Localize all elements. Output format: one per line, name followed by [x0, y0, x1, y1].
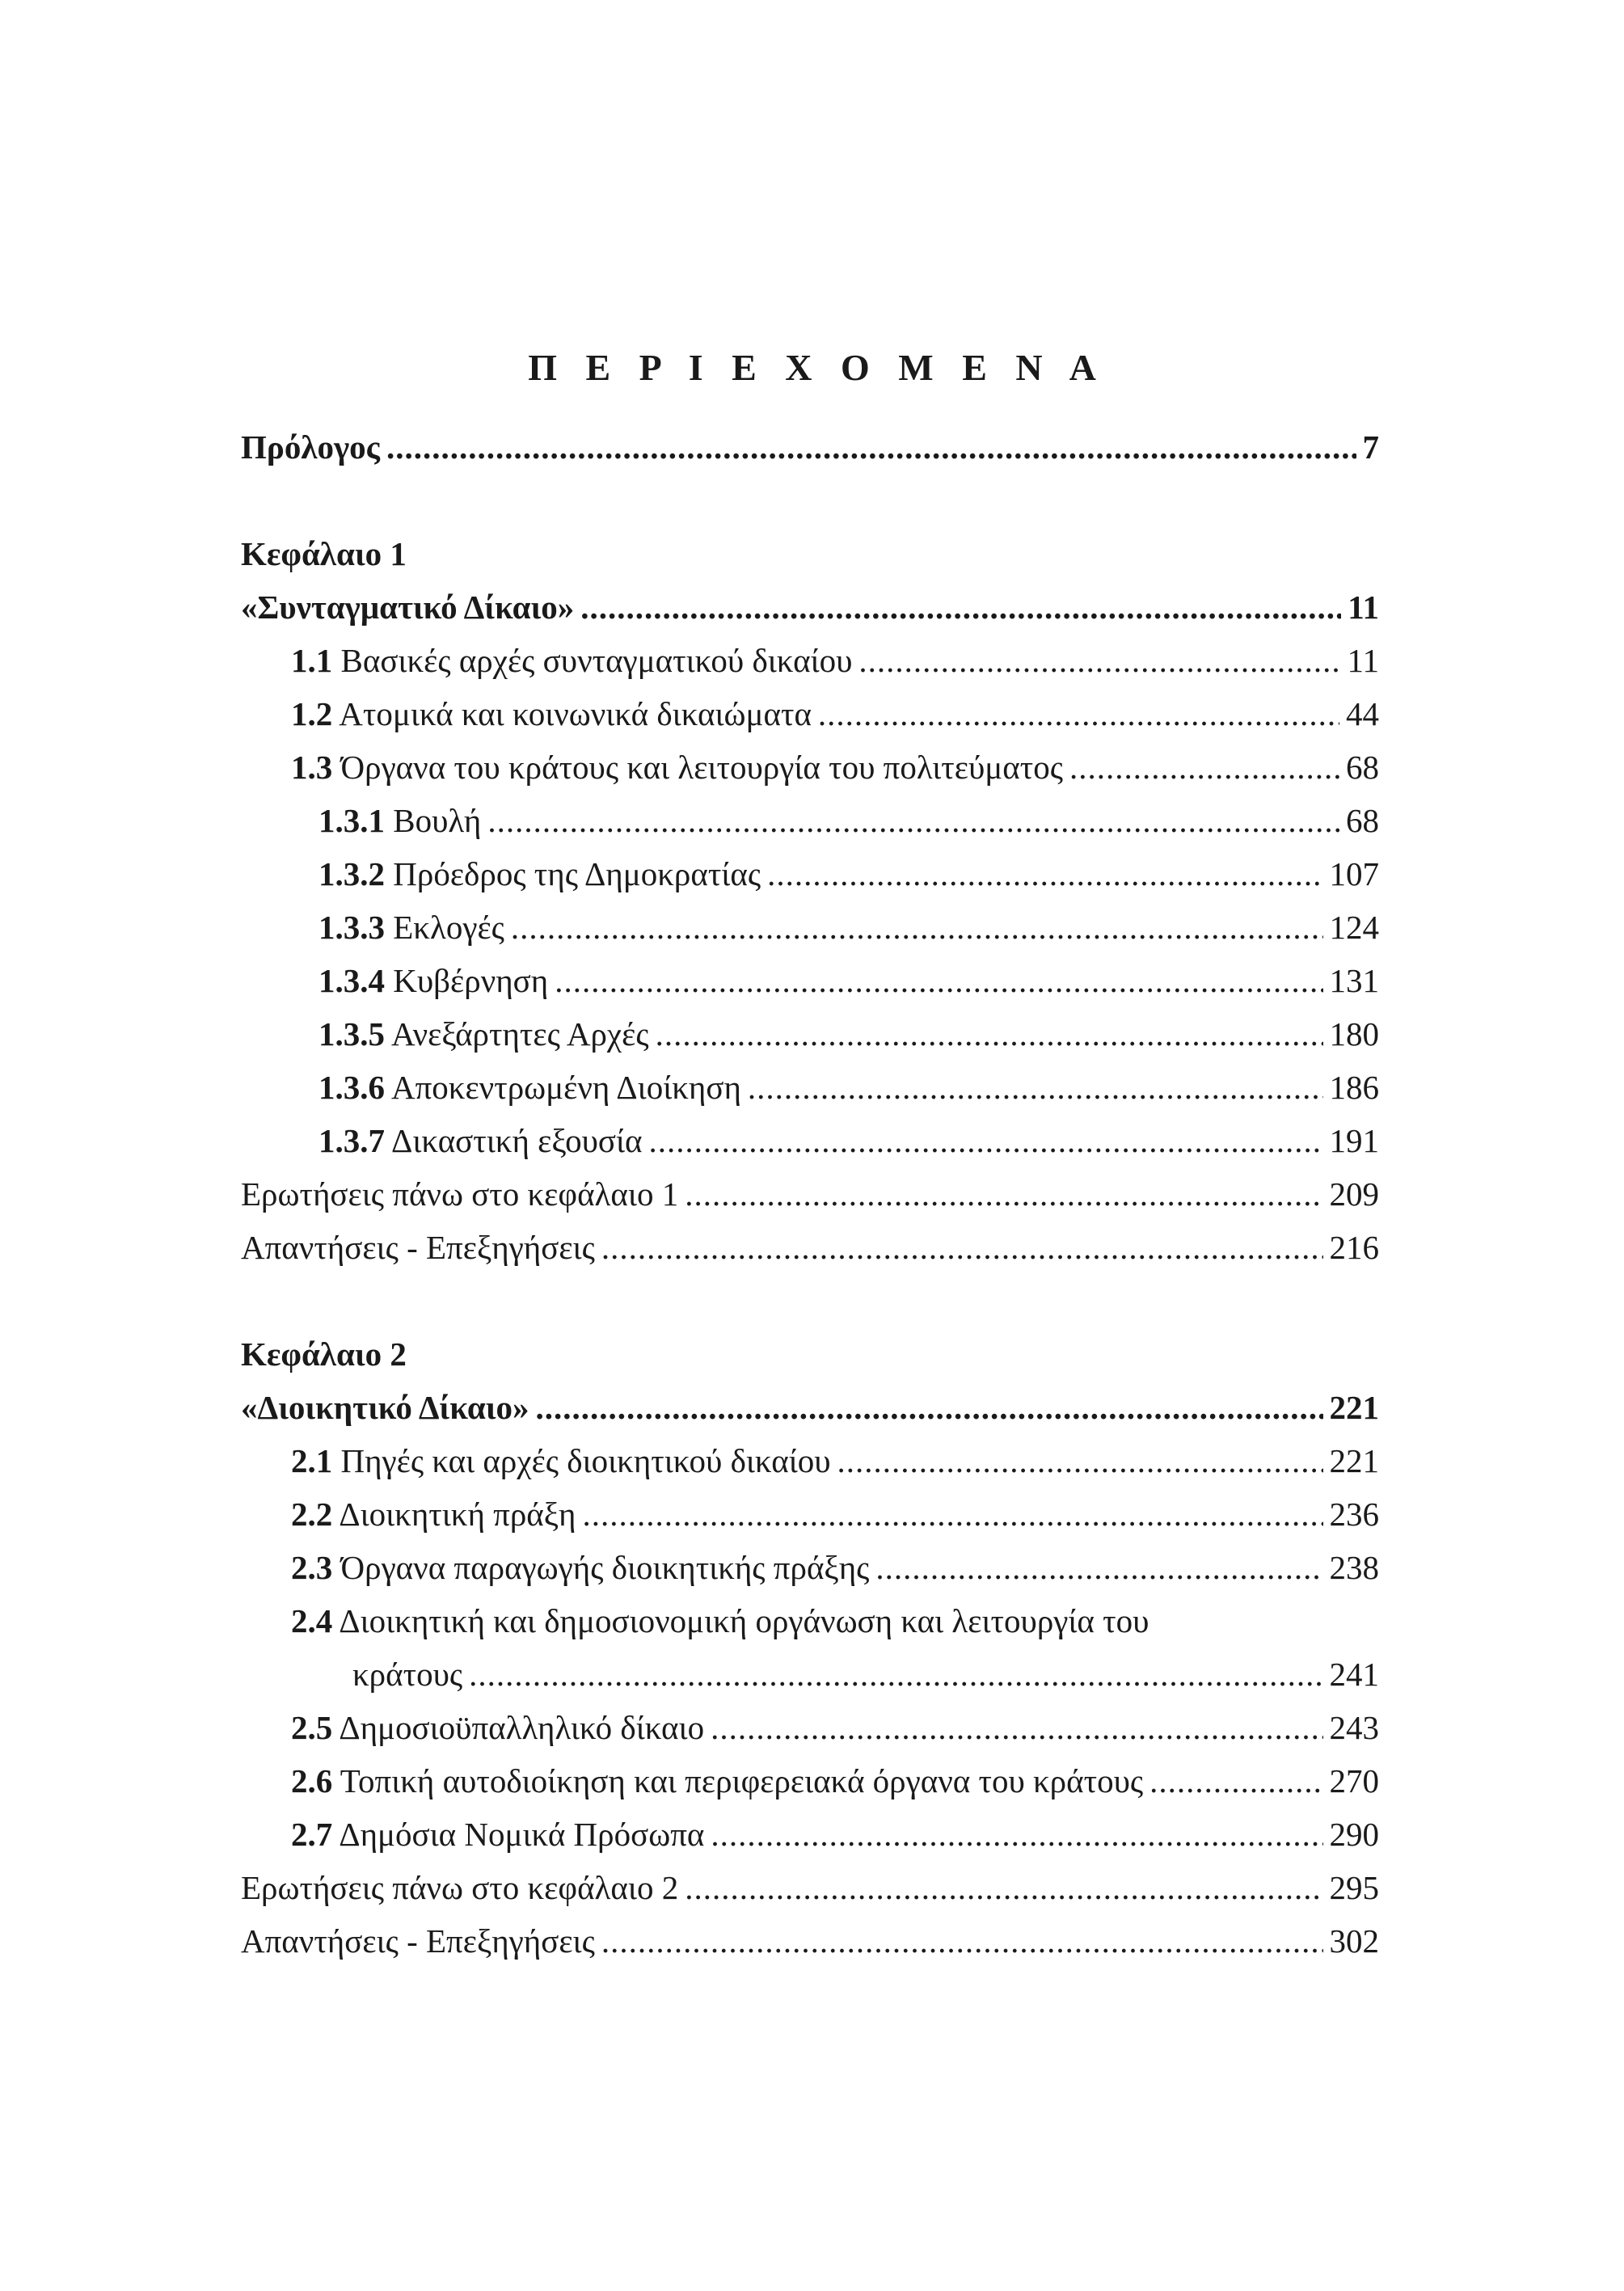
toc-label: Δημόσια Νομικά Πρόσωπα [339, 1816, 705, 1853]
dot-leader [580, 591, 1341, 632]
dot-leader [1149, 1765, 1322, 1806]
dot-leader [875, 1551, 1322, 1593]
toc-entry[interactable] [241, 1539, 1379, 1593]
toc-label: Βασικές αρχές συνταγματικού δικαίου [340, 642, 853, 679]
toc-label: Εκλογές [393, 909, 504, 946]
toc-entry[interactable] [241, 686, 1379, 739]
toc-label: «Διοικητικό Δίκαιο» [241, 1389, 529, 1426]
toc-entry[interactable] [241, 1006, 1379, 1059]
toc-entry-questions-1[interactable] [241, 1166, 1379, 1219]
toc-label: Βουλή [393, 802, 482, 839]
toc-label: Αποκεντρωμένη Διοίκηση [391, 1069, 741, 1106]
toc-label: Κεφάλαιο 2 [241, 1335, 407, 1373]
toc-entry-chapter-1[interactable] [241, 579, 1379, 632]
toc-page-number: 302 [1329, 1922, 1379, 1960]
toc-label: «Συνταγματικό Δίκαιο» [241, 589, 575, 626]
section-number: 1.3.6 [318, 1069, 385, 1106]
toc-entry-continuation[interactable] [241, 1646, 1379, 1699]
dot-leader [711, 1818, 1322, 1859]
toc-page-number: 180 [1329, 1015, 1379, 1053]
toc-entry[interactable] [241, 632, 1379, 686]
toc-label: Δημοσιοϋπαλληλικό δίκαιο [339, 1709, 705, 1746]
dot-leader [386, 431, 1356, 472]
dot-leader [601, 1231, 1323, 1272]
page-title: Π Ε Ρ Ι Ε Χ Ο Μ Ε Ν Α [528, 347, 1106, 388]
toc-label: Πηγές και αρχές διοικητικού δικαίου [340, 1442, 831, 1479]
toc-label: Τοπική αυτοδιοίκηση και περιφερειακά όργανα του κράτους [340, 1762, 1144, 1799]
toc-entry-prologue[interactable] [241, 419, 1379, 472]
dot-leader [858, 644, 1340, 686]
toc-entry-answers-2[interactable] [241, 1913, 1379, 1966]
toc-page-number: 124 [1329, 909, 1379, 946]
chapter-heading-2 [241, 1326, 1379, 1379]
dot-leader [837, 1445, 1323, 1486]
section-number: 2.7 [291, 1816, 333, 1853]
toc-page-number: 290 [1329, 1816, 1379, 1853]
section-number: 1.2 [291, 695, 333, 732]
toc-label: Ερωτήσεις πάνω στο κεφάλαιο 2 [241, 1869, 679, 1906]
dot-leader [685, 1178, 1322, 1219]
toc-entry[interactable] [241, 952, 1379, 1006]
dot-leader [583, 1498, 1323, 1539]
section-number: 1.3.2 [318, 855, 385, 892]
dot-leader [535, 1391, 1322, 1432]
toc-label: Ατομικά και κοινωνικά δικαιώματα [339, 695, 812, 732]
section-number: 2.6 [291, 1762, 333, 1799]
dot-leader [685, 1871, 1322, 1913]
toc-page-number: 44 [1346, 695, 1379, 732]
toc-page-number: 221 [1329, 1389, 1379, 1426]
toc-entry[interactable] [241, 899, 1379, 952]
section-number: 1.3.4 [318, 962, 385, 999]
section-number: 2.5 [291, 1709, 333, 1746]
toc-page-number: 68 [1346, 749, 1379, 786]
section-number: 2.1 [291, 1442, 333, 1479]
toc-label: Διοικητική πράξη [339, 1496, 576, 1533]
toc-label: Όργανα παραγωγής διοικητικής πράξης [340, 1549, 870, 1586]
toc-entry[interactable] [241, 1806, 1379, 1859]
toc-page-number: 186 [1329, 1069, 1379, 1106]
dot-leader [818, 698, 1339, 739]
section-number: 2.2 [291, 1496, 333, 1533]
dot-leader [487, 804, 1339, 846]
dot-leader [748, 1071, 1323, 1112]
toc-page-number: 295 [1329, 1869, 1379, 1906]
section-number: 1.3.7 [318, 1122, 385, 1159]
section-number: 1.3.3 [318, 909, 385, 946]
dot-leader [649, 1124, 1323, 1166]
dot-leader [469, 1658, 1322, 1699]
toc-label: Απαντήσεις - Επεξηγήσεις [241, 1922, 595, 1960]
toc-page-number: 131 [1329, 962, 1379, 999]
toc-entry[interactable] [241, 1699, 1379, 1753]
toc-label: Ανεξάρτητες Αρχές [391, 1015, 649, 1053]
toc-entry[interactable] [241, 1432, 1379, 1486]
toc-page-number: 216 [1329, 1229, 1379, 1266]
section-number: 1.3.5 [318, 1015, 385, 1053]
toc-entry[interactable] [241, 1593, 1379, 1646]
toc-page-number: 236 [1329, 1496, 1379, 1533]
toc-entry[interactable] [241, 1059, 1379, 1112]
toc-page-number: 209 [1329, 1175, 1379, 1213]
toc-page-number: 11 [1348, 589, 1379, 626]
toc-entry[interactable] [241, 739, 1379, 792]
toc-page-number: 243 [1329, 1709, 1379, 1746]
toc-page-number: 107 [1329, 855, 1379, 892]
toc-label: Διοικητική και δημοσιονομική οργάνωση και λειτουργία του [339, 1602, 1149, 1639]
dot-leader [601, 1925, 1323, 1966]
toc-label: Κυβέρνηση [393, 962, 549, 999]
toc-label: Πρόεδρος της Δημοκρατίας [393, 855, 761, 892]
dot-leader [511, 911, 1323, 952]
toc-label: κράτους [352, 1656, 463, 1693]
dot-leader [767, 858, 1322, 899]
toc-page-number: 238 [1329, 1549, 1379, 1586]
toc-entry[interactable] [241, 1486, 1379, 1539]
toc-label: Όργανα του κράτους και λειτουργία του πολιτεύματος [340, 749, 1063, 786]
chapter-heading-1 [241, 525, 1379, 579]
dot-leader [1069, 751, 1339, 792]
toc-label: Ερωτήσεις πάνω στο κεφάλαιο 1 [241, 1175, 679, 1213]
section-number: 2.3 [291, 1549, 333, 1586]
table-of-contents [241, 419, 1379, 1966]
toc-entry[interactable] [241, 792, 1379, 846]
toc-entry-chapter-2[interactable] [241, 1379, 1379, 1432]
toc-entry-answers-1[interactable] [241, 1219, 1379, 1272]
toc-entry[interactable] [241, 846, 1379, 899]
toc-label: Πρόλογος [241, 428, 380, 466]
toc-entry[interactable] [241, 1753, 1379, 1806]
toc-page-number: 11 [1347, 642, 1379, 679]
toc-entry[interactable] [241, 1112, 1379, 1166]
toc-entry-questions-2[interactable] [241, 1859, 1379, 1913]
section-number: 2.4 [291, 1602, 333, 1639]
dot-leader [711, 1711, 1322, 1753]
section-number: 1.1 [291, 642, 333, 679]
toc-label: Απαντήσεις - Επεξηγήσεις [241, 1229, 595, 1266]
dot-leader [555, 964, 1322, 1006]
section-number: 1.3.1 [318, 802, 385, 839]
toc-label: Κεφάλαιο 1 [241, 535, 407, 572]
toc-page-number: 68 [1346, 802, 1379, 839]
toc-page-number: 241 [1329, 1656, 1379, 1693]
toc-label: Δικαστική εξουσία [391, 1122, 643, 1159]
dot-leader [656, 1018, 1323, 1059]
toc-page-number: 270 [1329, 1762, 1379, 1799]
toc-page-number: 221 [1329, 1442, 1379, 1479]
section-number: 1.3 [291, 749, 333, 786]
toc-page-number: 191 [1329, 1122, 1379, 1159]
toc-page-number: 7 [1362, 428, 1379, 466]
